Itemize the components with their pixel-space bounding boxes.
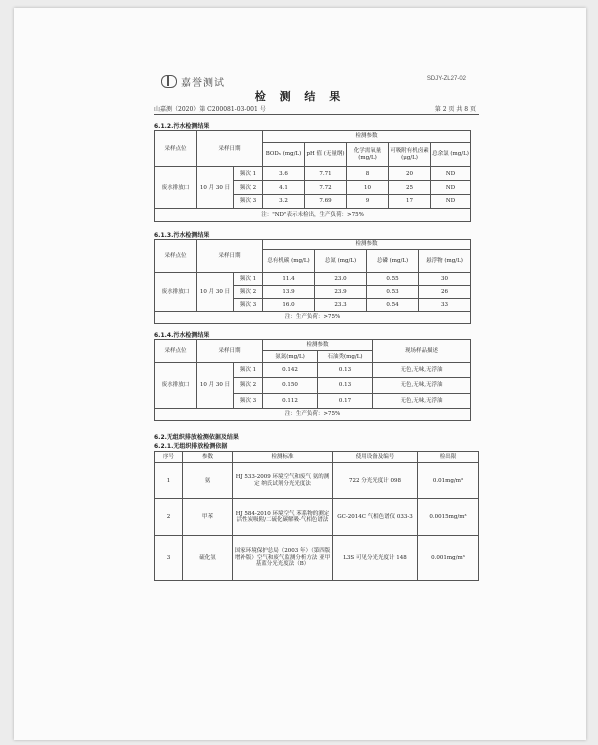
cell-value: 0.13 [318, 378, 373, 393]
table-note: 注："ND"表示未检出，生产负荷：>75% [155, 209, 471, 222]
cell-value: 13.9 [263, 286, 315, 299]
cell-value: 30 [419, 273, 471, 286]
document-page [14, 8, 586, 740]
table-row [155, 499, 479, 536]
table-row [155, 167, 471, 181]
cell-value: 11.4 [263, 273, 315, 286]
table-row [155, 535, 479, 580]
cell-value: 0.150 [263, 378, 318, 393]
col-header: 悬浮物 (mg/L) [419, 250, 471, 273]
cell-value: 10 [347, 181, 389, 195]
cell-description: 无色,无味,无浮油 [373, 378, 471, 393]
header-params: 检测参数 [263, 340, 373, 351]
cell-value: 0.13 [318, 363, 373, 378]
table-note: 注：生产负荷：>75% [155, 408, 471, 420]
cell-value: 23.3 [315, 299, 367, 312]
cell-date: 10 月 30 日 [197, 167, 234, 209]
report-reference: 山嘉测（2020）第 C200081-03-001 号 [154, 106, 266, 113]
header-point: 采样点位 [155, 131, 197, 167]
cell-param: 氨 [183, 463, 233, 499]
col-header: 检测标准 [233, 452, 333, 463]
cell-description: 无色,无味,无浮油 [373, 363, 471, 378]
cell-value: 4.1 [263, 181, 305, 195]
cell-value: 3.2 [263, 195, 305, 209]
header-params: 检测参数 [263, 240, 471, 250]
cell-value: 7.71 [305, 167, 347, 181]
col-header: 参数 [183, 452, 233, 463]
table-row [155, 273, 471, 286]
cell-value: 20 [389, 167, 431, 181]
cell-value: 7.72 [305, 181, 347, 195]
section-title-62: 6.2.无组织排放检测依据及结果 [154, 434, 239, 441]
table-613 [154, 239, 471, 324]
cell-value: 8 [347, 167, 389, 181]
logo-text: 嘉誉测试 [181, 78, 225, 89]
section-subtitle-621: 6.2.1.无组织排放检测依据 [154, 443, 228, 450]
col-header: 总余氯 (mg/L) [431, 142, 471, 167]
page-number: 第 2 页 共 8 页 [434, 106, 476, 113]
cell-equipment: L3S 可见分光光度计 148 [333, 535, 418, 580]
cell-equipment: GC-2014C 气相色谱仪 033-3 [333, 499, 418, 536]
cell-freq: 频次 2 [234, 378, 263, 393]
table-614 [154, 339, 471, 421]
cell-freq: 频次 1 [234, 273, 263, 286]
cell-limit: 0.0015mg/m³ [418, 499, 479, 536]
cell-value: 16.0 [263, 299, 315, 312]
col-header: pH 值 (无量纲) [305, 142, 347, 167]
table-621 [154, 451, 479, 581]
cell-value: 9 [347, 195, 389, 209]
header-date: 采样日期 [197, 340, 263, 363]
cell-value: 3.6 [263, 167, 305, 181]
company-logo [161, 74, 225, 89]
logo-icon [161, 75, 177, 88]
header-params: 检测参数 [263, 131, 471, 143]
document-id: SDJY-ZL27-02 [426, 76, 466, 82]
cell-no: 2 [155, 499, 183, 536]
cell-param: 硫化氢 [183, 535, 233, 580]
col-header: 总磷 (mg/L) [367, 250, 419, 273]
header-divider [154, 114, 479, 115]
cell-freq: 频次 3 [234, 299, 263, 312]
cell-description: 无色,无味,无浮油 [373, 393, 471, 408]
cell-date: 10 月 30 日 [197, 363, 234, 409]
col-header: 总有机碳 (mg/L) [263, 250, 315, 273]
cell-value: ND [431, 181, 471, 195]
table-note: 注：生产负荷：>75% [155, 312, 471, 324]
cell-value: ND [431, 195, 471, 209]
cell-param: 甲苯 [183, 499, 233, 536]
section-title-614: 6.1.4.污水检测结果 [154, 332, 210, 339]
col-header: 总氮 (mg/L) [315, 250, 367, 273]
table-row [155, 363, 471, 378]
header-date: 采样日期 [197, 131, 263, 167]
cell-limit: 0.01mg/m³ [418, 463, 479, 499]
cell-value: 7.69 [305, 195, 347, 209]
cell-value: 0.112 [263, 393, 318, 408]
cell-value: 25 [389, 181, 431, 195]
cell-freq: 频次 3 [234, 195, 263, 209]
cell-value: 0.142 [263, 363, 318, 378]
cell-freq: 频次 2 [234, 286, 263, 299]
header-description: 现场样品描述 [373, 340, 471, 363]
cell-value: ND [431, 167, 471, 181]
table-row [155, 463, 479, 499]
cell-date: 10 月 30 日 [197, 273, 234, 312]
cell-value: 0.53 [367, 286, 419, 299]
section-title-612: 6.1.2.污水检测结果 [154, 123, 210, 130]
cell-freq: 频次 1 [234, 363, 263, 378]
cell-point: 废水排放口 [155, 363, 197, 409]
cell-value: 17 [389, 195, 431, 209]
cell-value: 33 [419, 299, 471, 312]
cell-standard: HJ 533-2009 环境空气和废气 氨的测定 纳氏试剂分光光度法 [233, 463, 333, 499]
cell-no: 1 [155, 463, 183, 499]
section-title-613: 6.1.3.污水检测结果 [154, 232, 210, 239]
header-point: 采样点位 [155, 240, 197, 273]
col-header: 可吸附有机卤素(μg/L) [389, 142, 431, 167]
header-date: 采样日期 [197, 240, 263, 273]
cell-limit: 0.001mg/m³ [418, 535, 479, 580]
cell-freq: 频次 1 [234, 167, 263, 181]
cell-freq: 频次 2 [234, 181, 263, 195]
col-header: BOD₅ (mg/L) [263, 142, 305, 167]
cell-value: 0.17 [318, 393, 373, 408]
cell-value: 23.9 [315, 286, 367, 299]
cell-standard: HJ 584-2010 环境空气 苯系物的测定 活性炭吸附/二硫化碳解吸-气相色谱法 [233, 499, 333, 536]
cell-point: 废水排放口 [155, 273, 197, 312]
header-point: 采样点位 [155, 340, 197, 363]
cell-value: 26 [419, 286, 471, 299]
col-header: 氨氮(mg/L) [263, 351, 318, 363]
col-header: 化学需氧量 (mg/L) [347, 142, 389, 167]
col-header: 使用设备及编号 [333, 452, 418, 463]
cell-no: 3 [155, 535, 183, 580]
cell-value: 0.55 [367, 273, 419, 286]
col-header: 序号 [155, 452, 183, 463]
table-612 [154, 130, 471, 222]
cell-value: 23.0 [315, 273, 367, 286]
cell-value: 0.54 [367, 299, 419, 312]
cell-standard: 国家环境保护总局（2003 年）（第四版增补版）空气和废气监测分析方法 亚甲基蓝分光光度法（B） [233, 535, 333, 580]
page-title: 检 测 结 果 [254, 90, 346, 103]
col-header: 石油类(mg/L) [318, 351, 373, 363]
cell-point: 废水排放口 [155, 167, 197, 209]
cell-freq: 频次 3 [234, 393, 263, 408]
cell-equipment: 722 分光光度计 098 [333, 463, 418, 499]
col-header: 检出限 [418, 452, 479, 463]
